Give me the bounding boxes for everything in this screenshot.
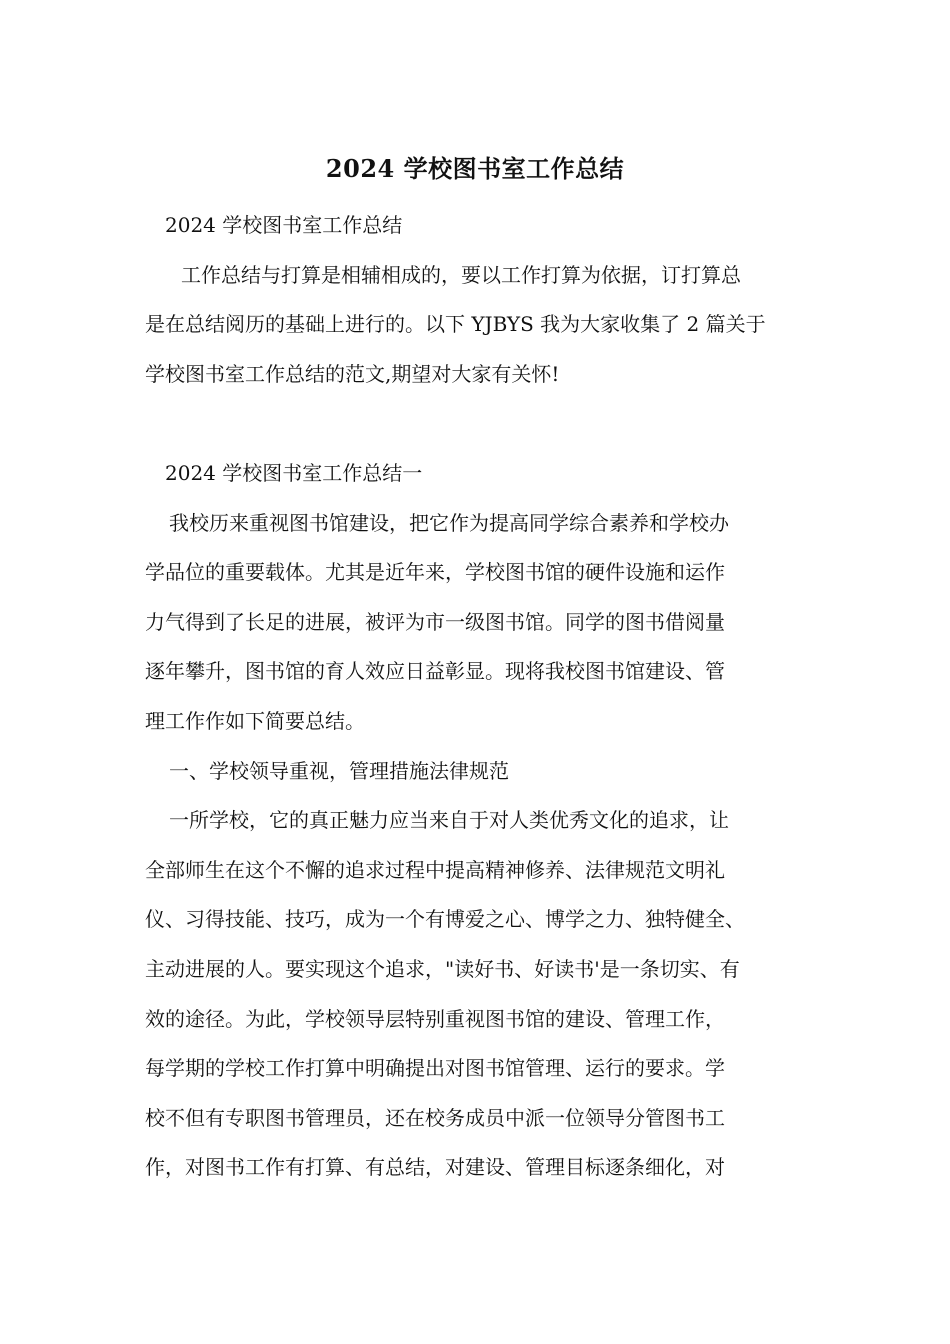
text-line: 我校历来重视图书馆建设，把它作为提高同学综合素养和学校办 (169, 510, 729, 535)
text-line: 作，对图书工作有打算、有总结，对建设、管理目标逐条细化，对 (145, 1155, 725, 1180)
paragraph-gap (145, 405, 825, 455)
text-line: 2024 学校图书室工作总结一 (165, 460, 423, 485)
text-line: 力气得到了长足的进展，被评为市一级图书馆。同学的图书借阅量 (145, 609, 725, 634)
text-line: 一、学校领导重视，管理措施法律规范 (169, 758, 509, 783)
text-line: 主动进展的人。要实现这个追求，"读好书、好读书'是一条切实、有 (145, 956, 740, 981)
text-line: 全部师生在这个不懈的追求过程中提高精神修养、法律规范文明礼 (145, 857, 725, 882)
text-line: 学品位的重要载体。尤其是近年来，学校图书馆的硬件设施和运作 (145, 560, 725, 585)
text-line: 仪、习得技能、技巧，成为一个有博爱之心、博学之力、独特健全、 (145, 907, 745, 932)
text-line: 2024 学校图书室工作总结 (165, 213, 403, 237)
text-line: 理工作作如下简要总结。 (145, 708, 365, 733)
text-line: 是在总结阅历的基础上进行的。以下 YJBYS 我为大家收集了 2 篇关于 (145, 312, 766, 337)
text-line: 一所学校，它的真正魅力应当来自于对人类优秀文化的追求，让 (169, 808, 729, 833)
document-title: 2024 学校图书室工作总结 (325, 154, 625, 183)
text-line: 工作总结与打算是相辅相成的，要以工作打算为依据，订打算总 (181, 262, 741, 287)
text-line: 学校图书室工作总结的范文,期望对大家有关怀! (145, 361, 560, 386)
text-line: 逐年攀升，图书馆的育人效应日益彰显。现将我校图书馆建设、管 (145, 659, 725, 684)
text-line: 校不但有专职图书管理员，还在校务成员中派一位领导分管图书工 (145, 1105, 725, 1130)
text-line: 每学期的学校工作打算中明确提出对图书馆管理、运行的要求。学 (145, 1056, 725, 1081)
text-line: 效的途径。为此，学校领导层特别重视图书馆的建设、管理工作， (145, 1006, 725, 1031)
document-body (145, 207, 825, 1199)
